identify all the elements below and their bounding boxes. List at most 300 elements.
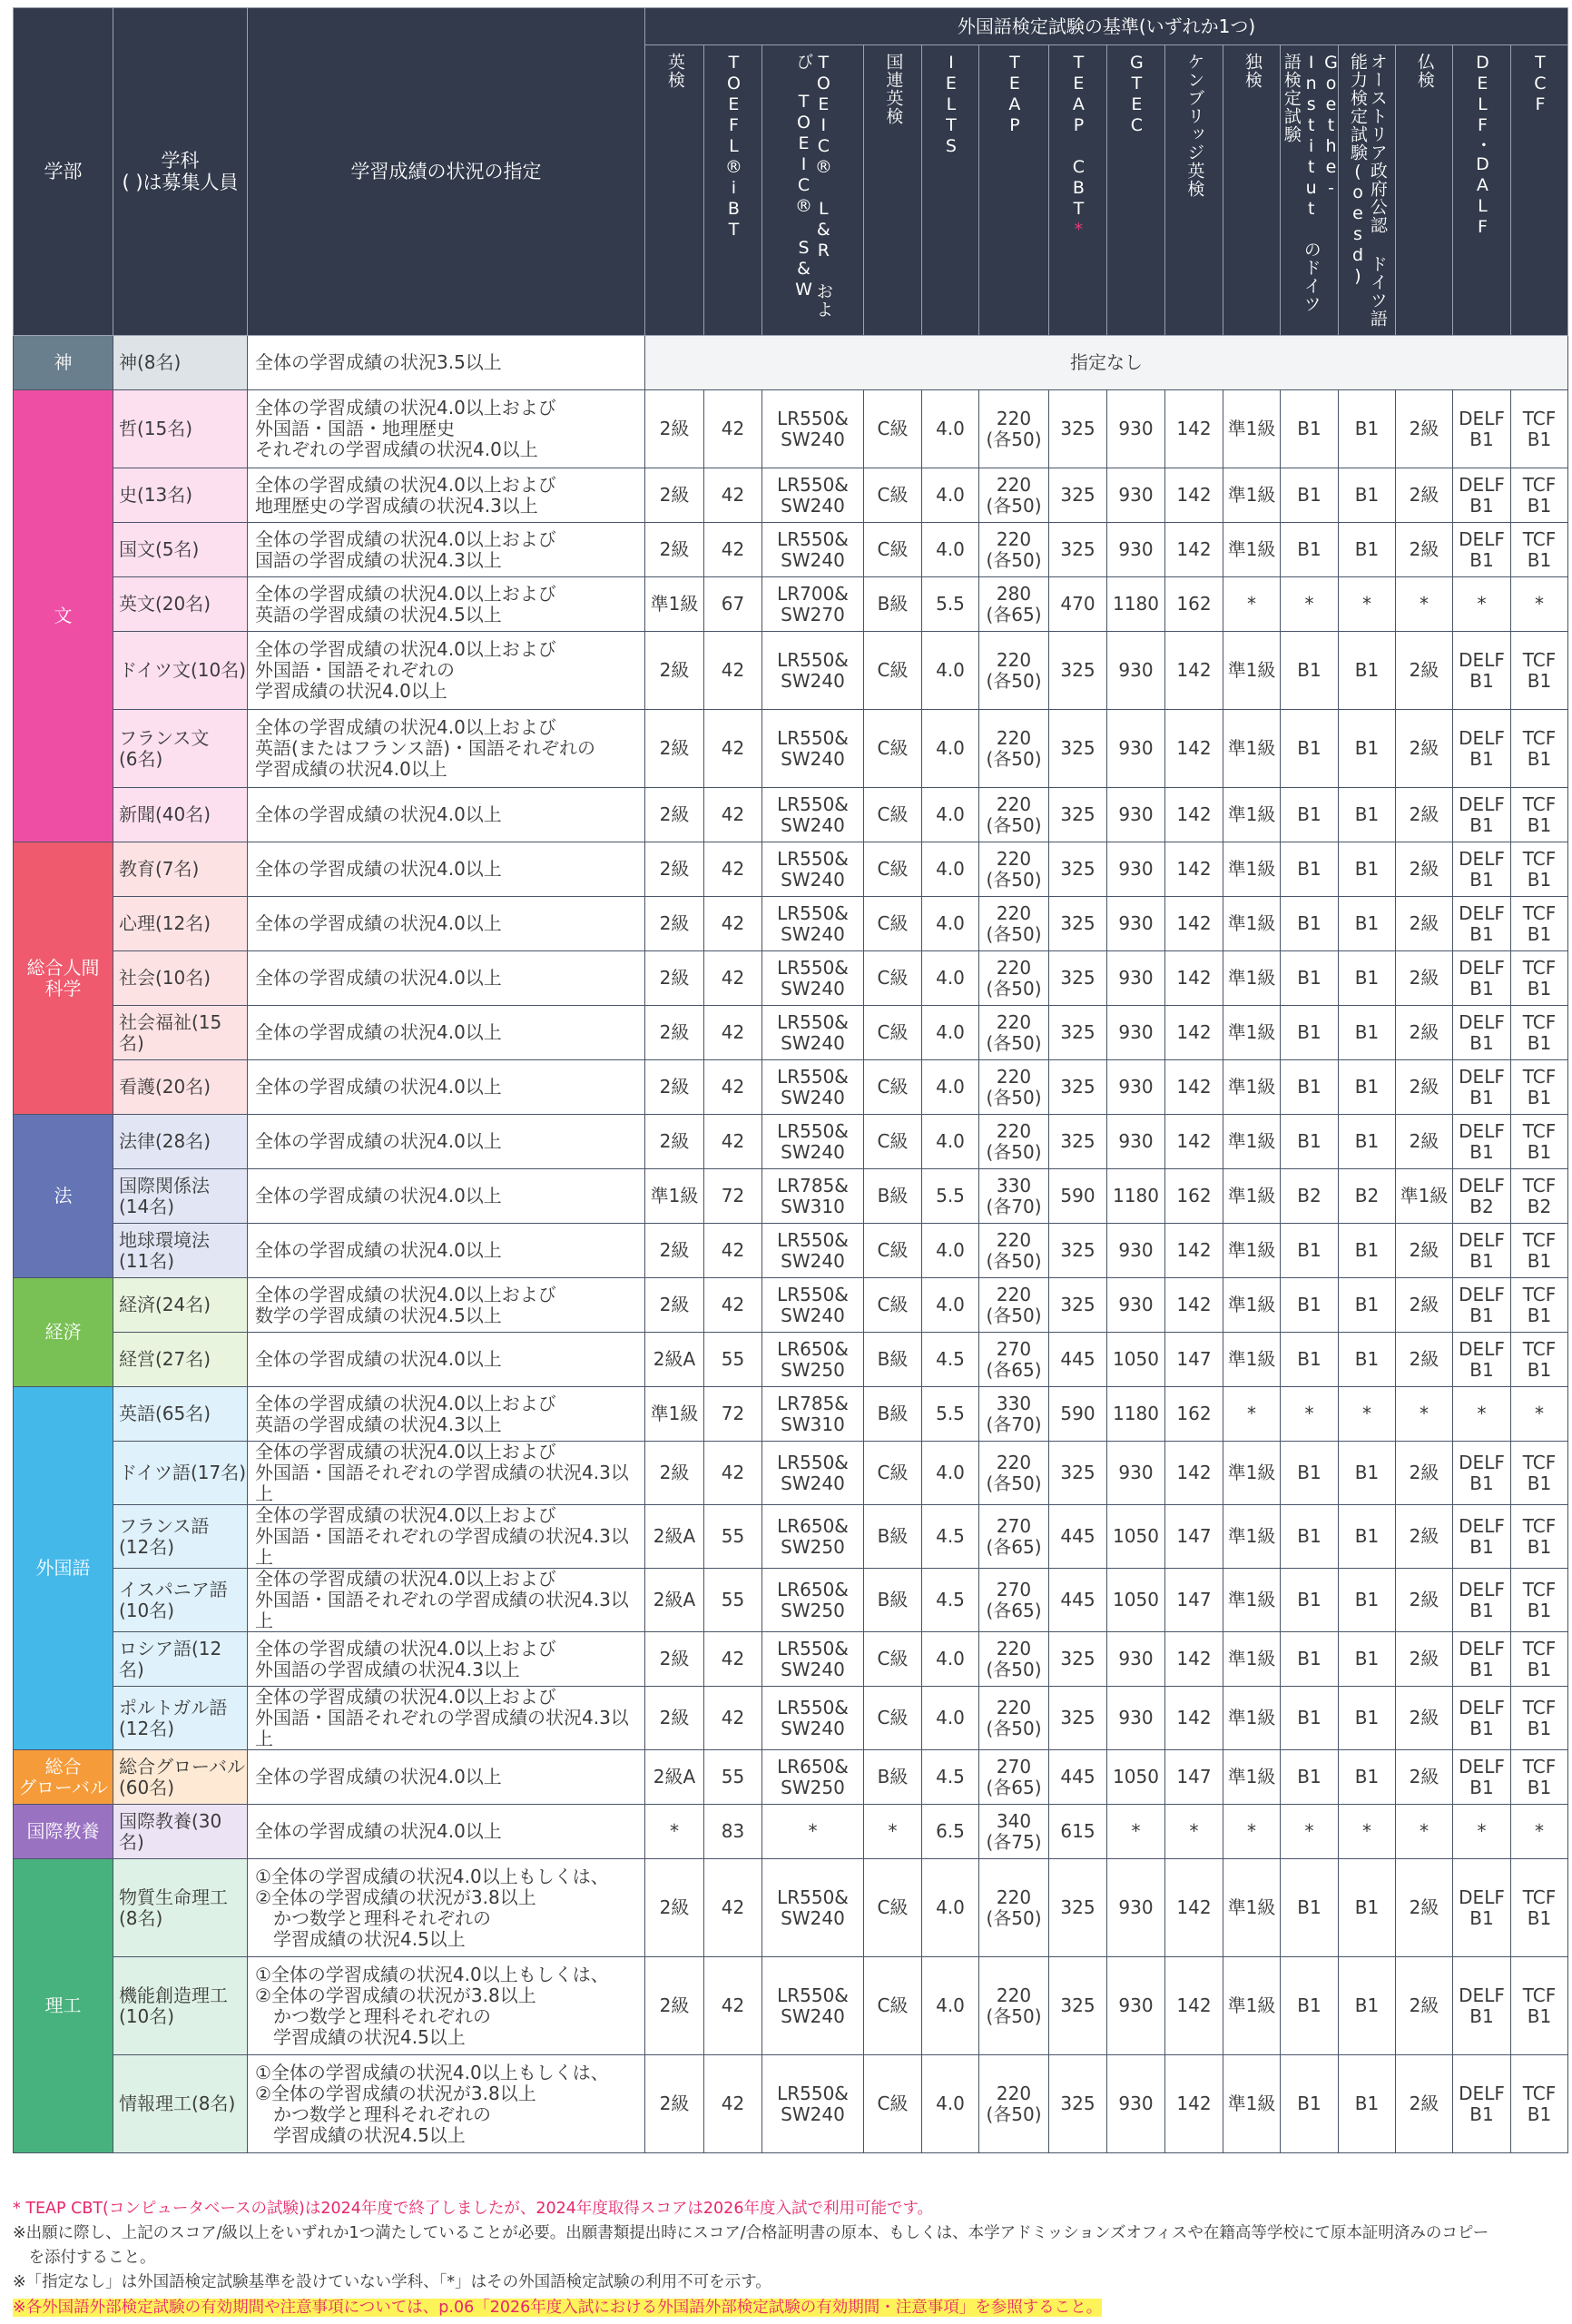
score-cell: * xyxy=(762,1805,864,1859)
score-cell: 325 xyxy=(1049,1957,1107,2055)
score-cell: 142 xyxy=(1165,1006,1223,1060)
score-cell: 4.0 xyxy=(922,1006,979,1060)
score-cell: LR550& SW240 xyxy=(762,1278,864,1333)
score-cell: DELF B1 xyxy=(1453,390,1511,468)
score-cell: * xyxy=(1339,1805,1396,1859)
dept-cell: ロシア語(12名) xyxy=(113,1632,248,1687)
score-cell: 準1級 xyxy=(1223,468,1281,523)
score-cell: TCF B1 xyxy=(1511,1859,1568,1957)
score-cell: 930 xyxy=(1107,1957,1165,2055)
score-cell: 42 xyxy=(704,897,762,951)
score-cell: 1180 xyxy=(1107,577,1165,632)
score-cell: 142 xyxy=(1165,1632,1223,1687)
score-cell: 4.0 xyxy=(922,1859,979,1957)
score-cell: B級 xyxy=(864,577,922,632)
score-cell: 147 xyxy=(1165,1750,1223,1805)
condition-cell: 全体の学習成績の状況4.0以上 xyxy=(248,897,645,951)
score-cell: TCF B1 xyxy=(1511,788,1568,842)
dept-cell: 総合グローバル (60名) xyxy=(113,1750,248,1805)
score-cell: 2級 xyxy=(1396,788,1453,842)
header-exam-label: GTEC xyxy=(1126,53,1147,136)
score-cell: LR650& SW250 xyxy=(762,1750,864,1805)
table-row xyxy=(14,1115,1568,1169)
score-cell: B1 xyxy=(1281,1006,1339,1060)
score-cell: 42 xyxy=(704,788,762,842)
note-application: ※出願に際し、上記のスコア/級以上をいずれか1つ満たしていることが必要。出願書類提出時にスコア/合格証明書の原本、もしくは、本学アドミッションズオフィスや在籍高等学校にて原本証明済みのコピー xyxy=(13,2224,1489,2243)
score-cell: 4.0 xyxy=(922,390,979,468)
score-cell: 準1級 xyxy=(1223,1687,1281,1750)
score-cell: 142 xyxy=(1165,1859,1223,1957)
table-row xyxy=(14,897,1568,951)
score-cell: 準1級 xyxy=(645,1387,704,1442)
score-cell: 4.0 xyxy=(922,1060,979,1115)
score-cell: * xyxy=(1396,577,1453,632)
score-cell: 準1級 xyxy=(1396,1169,1453,1224)
score-cell: 4.0 xyxy=(922,897,979,951)
score-cell: C級 xyxy=(864,632,922,710)
score-cell: B1 xyxy=(1339,1442,1396,1505)
score-cell: DELF B1 xyxy=(1453,1115,1511,1169)
dept-cell: 機能創造理工 (10名) xyxy=(113,1957,248,2055)
score-cell: 4.0 xyxy=(922,1957,979,2055)
score-cell: 930 xyxy=(1107,788,1165,842)
score-cell: 325 xyxy=(1049,523,1107,577)
score-cell: 220 (各50) xyxy=(979,1442,1049,1505)
header-exam-0 xyxy=(645,45,704,336)
score-cell: 142 xyxy=(1165,523,1223,577)
score-cell: 4.0 xyxy=(922,951,979,1006)
score-cell: B1 xyxy=(1281,710,1339,788)
score-cell: 142 xyxy=(1165,1060,1223,1115)
score-cell: 445 xyxy=(1049,1333,1107,1387)
faculty-cell: 神 xyxy=(14,336,113,390)
header-exam-13 xyxy=(1453,45,1511,336)
score-cell: B1 xyxy=(1339,2055,1396,2153)
score-cell: 2級 xyxy=(1396,710,1453,788)
table-row xyxy=(14,1632,1568,1687)
score-cell: 準1級 xyxy=(1223,1632,1281,1687)
score-cell: * xyxy=(1511,577,1568,632)
score-cell: 2級 xyxy=(1396,951,1453,1006)
score-cell: 2級 xyxy=(645,951,704,1006)
score-cell: 325 xyxy=(1049,1115,1107,1169)
score-cell: 42 xyxy=(704,951,762,1006)
score-cell: C級 xyxy=(864,1115,922,1169)
score-cell: 325 xyxy=(1049,1060,1107,1115)
header-exam-8 xyxy=(1165,45,1223,336)
score-cell: * xyxy=(1511,1387,1568,1442)
score-cell: * xyxy=(645,1805,704,1859)
score-cell: DELF B1 xyxy=(1453,1006,1511,1060)
score-cell: C級 xyxy=(864,1006,922,1060)
header-exam-label: TCF xyxy=(1529,53,1550,115)
score-cell: 2級 xyxy=(1396,897,1453,951)
score-cell: B2 xyxy=(1281,1169,1339,1224)
score-cell: TCF B1 xyxy=(1511,2055,1568,2153)
score-cell: B級 xyxy=(864,1333,922,1387)
header-exam-7 xyxy=(1107,45,1165,336)
score-cell: B1 xyxy=(1339,1750,1396,1805)
score-cell: B1 xyxy=(1281,1333,1339,1387)
score-cell: 445 xyxy=(1049,1750,1107,1805)
score-cell: 42 xyxy=(704,842,762,897)
score-cell: * xyxy=(1281,1805,1339,1859)
score-cell: 220 (各50) xyxy=(979,390,1049,468)
score-cell: TCF B1 xyxy=(1511,1569,1568,1632)
score-cell: 325 xyxy=(1049,710,1107,788)
score-cell: C級 xyxy=(864,1957,922,2055)
table-row xyxy=(14,842,1568,897)
score-cell: B1 xyxy=(1281,632,1339,710)
score-cell: LR550& SW240 xyxy=(762,1632,864,1687)
score-cell: 270 (各65) xyxy=(979,1505,1049,1569)
table-row xyxy=(14,1169,1568,1224)
score-cell: 準1級 xyxy=(1223,1169,1281,1224)
score-cell: 2級 xyxy=(645,1442,704,1505)
score-cell: 325 xyxy=(1049,842,1107,897)
score-cell: * xyxy=(1223,577,1281,632)
score-cell: DELF B1 xyxy=(1453,1333,1511,1387)
score-cell: B1 xyxy=(1339,1224,1396,1278)
score-cell: 2級 xyxy=(645,1687,704,1750)
score-cell: 42 xyxy=(704,1060,762,1115)
score-cell: DELF B2 xyxy=(1453,1169,1511,1224)
score-cell: 2級 xyxy=(645,1278,704,1333)
score-cell: 72 xyxy=(704,1387,762,1442)
score-cell: 67 xyxy=(704,577,762,632)
condition-cell: ①全体の学習成績の状況4.0以上もしくは、 ②全体の学習成績の状況が3.8以上 かつ数学と理科それぞれの 学習成績の状況4.5以上 xyxy=(248,2055,645,2153)
score-cell: B1 xyxy=(1281,1750,1339,1805)
score-cell: 2級 xyxy=(1396,1569,1453,1632)
condition-cell: 全体の学習成績の状況4.0以上および 数学の学習成績の状況4.5以上 xyxy=(248,1278,645,1333)
score-cell: 930 xyxy=(1107,1632,1165,1687)
score-cell: LR700& SW270 xyxy=(762,577,864,632)
score-cell: LR785& SW310 xyxy=(762,1169,864,1224)
score-cell: 930 xyxy=(1107,842,1165,897)
condition-cell: 全体の学習成績の状況4.0以上 xyxy=(248,1115,645,1169)
score-cell: DELF B1 xyxy=(1453,788,1511,842)
header-exam-label: DELF・DALF xyxy=(1472,53,1493,238)
score-cell: LR650& SW250 xyxy=(762,1333,864,1387)
no-requirement-cell: 指定なし xyxy=(645,336,1568,390)
header-exam-label: 国連英検 xyxy=(883,53,904,125)
score-cell: 142 xyxy=(1165,632,1223,710)
score-cell: DELF B1 xyxy=(1453,1060,1511,1115)
score-cell: * xyxy=(1281,577,1339,632)
header-exam-12 xyxy=(1396,45,1453,336)
table-row xyxy=(14,468,1568,523)
score-cell: 445 xyxy=(1049,1569,1107,1632)
score-cell: 準1級 xyxy=(1223,710,1281,788)
note-validity xyxy=(13,2296,1561,2320)
score-cell: 325 xyxy=(1049,1224,1107,1278)
score-cell: DELF B1 xyxy=(1453,1687,1511,1750)
score-cell: 2級 xyxy=(1396,1224,1453,1278)
score-cell: 1180 xyxy=(1107,1169,1165,1224)
score-cell: 142 xyxy=(1165,951,1223,1006)
dept-cell: 国際関係法 (14名) xyxy=(113,1169,248,1224)
score-cell: 42 xyxy=(704,1115,762,1169)
score-cell: 42 xyxy=(704,1632,762,1687)
score-cell: * xyxy=(1281,1387,1339,1442)
score-cell: 930 xyxy=(1107,2055,1165,2153)
score-cell: C級 xyxy=(864,1224,922,1278)
score-cell: 470 xyxy=(1049,577,1107,632)
score-cell: * xyxy=(1223,1805,1281,1859)
score-cell: 325 xyxy=(1049,1687,1107,1750)
score-cell: LR550& SW240 xyxy=(762,523,864,577)
score-cell: 162 xyxy=(1165,1169,1223,1224)
faculty-cell: 経済 xyxy=(14,1278,113,1387)
score-cell: B1 xyxy=(1281,1505,1339,1569)
score-cell: DELF B1 xyxy=(1453,523,1511,577)
score-cell: 5.5 xyxy=(922,1387,979,1442)
score-cell: TCF B1 xyxy=(1511,1006,1568,1060)
score-cell: 270 (各65) xyxy=(979,1750,1049,1805)
score-cell: 325 xyxy=(1049,1442,1107,1505)
table-row xyxy=(14,577,1568,632)
score-cell: DELF B1 xyxy=(1453,951,1511,1006)
score-cell: * xyxy=(1453,577,1511,632)
score-cell: 220 (各50) xyxy=(979,897,1049,951)
score-cell: B1 xyxy=(1339,897,1396,951)
score-cell: 準1級 xyxy=(1223,1224,1281,1278)
score-cell: B1 xyxy=(1281,951,1339,1006)
condition-cell: 全体の学習成績の状況4.0以上および 英語(またはフランス語)・国語それぞれの 学習成績の状況4.0以上 xyxy=(248,710,645,788)
score-cell: B1 xyxy=(1281,1224,1339,1278)
score-cell: 615 xyxy=(1049,1805,1107,1859)
score-cell: 2級A xyxy=(645,1750,704,1805)
dept-cell: 地球環境法 (11名) xyxy=(113,1224,248,1278)
score-cell: B1 xyxy=(1339,1632,1396,1687)
score-cell: B1 xyxy=(1339,1278,1396,1333)
score-cell: * xyxy=(1223,1387,1281,1442)
condition-cell: ①全体の学習成績の状況4.0以上もしくは、 ②全体の学習成績の状況が3.8以上 かつ数学と理科それぞれの 学習成績の状況4.5以上 xyxy=(248,1957,645,2055)
header-exam-9 xyxy=(1223,45,1281,336)
score-cell: 42 xyxy=(704,1442,762,1505)
score-cell: 5.5 xyxy=(922,577,979,632)
score-cell: B1 xyxy=(1281,2055,1339,2153)
score-cell: 930 xyxy=(1107,390,1165,468)
score-cell: 42 xyxy=(704,1687,762,1750)
header-dept: 学科 ( )は募集人員 xyxy=(113,8,248,336)
score-cell: 270 (各65) xyxy=(979,1333,1049,1387)
faculty-cell: 総合 グローバル xyxy=(14,1750,113,1805)
condition-cell: ①全体の学習成績の状況4.0以上もしくは、 ②全体の学習成績の状況が3.8以上 かつ数学と理科それぞれの 学習成績の状況4.5以上 xyxy=(248,1859,645,1957)
score-cell: 4.0 xyxy=(922,523,979,577)
score-cell: B1 xyxy=(1281,788,1339,842)
score-cell: DELF B1 xyxy=(1453,842,1511,897)
score-cell: 930 xyxy=(1107,1115,1165,1169)
score-cell: 2級 xyxy=(1396,1442,1453,1505)
condition-cell: 全体の学習成績の状況4.0以上 xyxy=(248,1006,645,1060)
score-cell: 55 xyxy=(704,1569,762,1632)
score-cell: 1050 xyxy=(1107,1505,1165,1569)
score-cell: 準1級 xyxy=(1223,1569,1281,1632)
dept-cell: 物質生命理工 (8名) xyxy=(113,1859,248,1957)
faculty-cell: 理工 xyxy=(14,1859,113,2153)
condition-cell: 全体の学習成績の状況4.0以上 xyxy=(248,1333,645,1387)
dept-cell: 哲(15名) xyxy=(113,390,248,468)
score-cell: 83 xyxy=(704,1805,762,1859)
score-cell: C級 xyxy=(864,788,922,842)
score-cell: DELF B1 xyxy=(1453,1632,1511,1687)
score-cell: B1 xyxy=(1281,897,1339,951)
score-cell: 2級 xyxy=(1396,1278,1453,1333)
condition-cell: 全体の学習成績の状況4.0以上および 外国語・国語それぞれの学習成績の状況4.3以上 xyxy=(248,1569,645,1632)
score-cell: 2級 xyxy=(1396,1333,1453,1387)
table-row xyxy=(14,1687,1568,1750)
condition-cell: 全体の学習成績の状況4.0以上および 外国語の学習成績の状況4.3以上 xyxy=(248,1632,645,1687)
score-cell: B1 xyxy=(1339,1060,1396,1115)
score-cell: LR550& SW240 xyxy=(762,1115,864,1169)
score-cell: B1 xyxy=(1281,1859,1339,1957)
score-cell: 2級 xyxy=(645,1957,704,2055)
score-cell: LR550& SW240 xyxy=(762,710,864,788)
score-cell: 220 (各50) xyxy=(979,1115,1049,1169)
score-cell: 930 xyxy=(1107,710,1165,788)
score-cell: 930 xyxy=(1107,1278,1165,1333)
score-cell: 2級 xyxy=(645,1224,704,1278)
score-cell: DELF B1 xyxy=(1453,1859,1511,1957)
score-cell: 準1級 xyxy=(1223,523,1281,577)
score-cell: 55 xyxy=(704,1750,762,1805)
dept-cell: ポルトガル語 (12名) xyxy=(113,1687,248,1750)
condition-cell: 全体の学習成績の状況4.0以上 xyxy=(248,1805,645,1859)
score-cell: 270 (各65) xyxy=(979,1569,1049,1632)
score-cell: * xyxy=(1511,1805,1568,1859)
score-cell: 220 (各50) xyxy=(979,1060,1049,1115)
dept-cell: フランス語 (12名) xyxy=(113,1505,248,1569)
dept-cell: 経営(27名) xyxy=(113,1333,248,1387)
score-cell: LR550& SW240 xyxy=(762,1224,864,1278)
header-exam-10 xyxy=(1281,45,1339,336)
score-cell: 2級 xyxy=(645,842,704,897)
score-cell: 445 xyxy=(1049,1505,1107,1569)
score-cell: 42 xyxy=(704,390,762,468)
score-cell: TCF B1 xyxy=(1511,1505,1568,1569)
table-row xyxy=(14,632,1568,710)
score-cell: 325 xyxy=(1049,632,1107,710)
header-exam-label: TEAP xyxy=(1004,53,1025,136)
score-cell: 220 (各50) xyxy=(979,710,1049,788)
score-cell: B1 xyxy=(1281,1060,1339,1115)
header-exam-label: TEAP CBT* xyxy=(1068,53,1089,241)
score-cell: B1 xyxy=(1339,1115,1396,1169)
score-cell: 4.0 xyxy=(922,1442,979,1505)
score-cell: TCF B1 xyxy=(1511,1115,1568,1169)
score-cell: LR550& SW240 xyxy=(762,788,864,842)
table-row xyxy=(14,788,1568,842)
score-cell: 930 xyxy=(1107,1060,1165,1115)
condition-cell: 全体の学習成績の状況4.0以上 xyxy=(248,1224,645,1278)
dept-cell: ドイツ文(10名) xyxy=(113,632,248,710)
score-cell: 2級 xyxy=(645,897,704,951)
score-cell: 1050 xyxy=(1107,1569,1165,1632)
score-cell: 準1級 xyxy=(1223,1278,1281,1333)
score-cell: TCF B1 xyxy=(1511,1632,1568,1687)
dept-cell: 心理(12名) xyxy=(113,897,248,951)
score-cell: 142 xyxy=(1165,1224,1223,1278)
score-cell: 930 xyxy=(1107,632,1165,710)
score-cell: 325 xyxy=(1049,1006,1107,1060)
score-cell: 2級 xyxy=(645,788,704,842)
table-row xyxy=(14,1859,1568,1957)
footnotes xyxy=(13,2197,1561,2320)
condition-cell: 全体の学習成績の状況4.0以上および 外国語・国語それぞれの学習成績の状況4.3以上 xyxy=(248,1505,645,1569)
score-cell: DELF B1 xyxy=(1453,1224,1511,1278)
score-cell: DELF B1 xyxy=(1453,2055,1511,2153)
header-exam-label: IELTS xyxy=(940,53,961,157)
score-cell: 2級 xyxy=(645,1060,704,1115)
dept-cell: 法律(28名) xyxy=(113,1115,248,1169)
score-cell: * xyxy=(1453,1805,1511,1859)
score-cell: 1180 xyxy=(1107,1387,1165,1442)
score-cell: C級 xyxy=(864,390,922,468)
score-cell: 930 xyxy=(1107,468,1165,523)
score-cell: 2級 xyxy=(1396,1687,1453,1750)
score-cell: 2級 xyxy=(1396,1505,1453,1569)
score-cell: 2級 xyxy=(645,468,704,523)
score-cell: 42 xyxy=(704,710,762,788)
score-cell: B1 xyxy=(1339,842,1396,897)
score-cell: 220 (各50) xyxy=(979,1006,1049,1060)
dept-cell: 国文(5名) xyxy=(113,523,248,577)
condition-cell: 全体の学習成績の状況4.0以上 xyxy=(248,842,645,897)
score-cell: TCF B1 xyxy=(1511,710,1568,788)
score-cell: DELF B1 xyxy=(1453,1505,1511,1569)
header-exam-2 xyxy=(762,45,864,336)
score-cell: 2級 xyxy=(1396,1115,1453,1169)
table-row xyxy=(14,1957,1568,2055)
score-cell: 220 (各50) xyxy=(979,2055,1049,2153)
header-exam-6 xyxy=(1049,45,1107,336)
score-cell: 42 xyxy=(704,523,762,577)
score-cell: LR550& SW240 xyxy=(762,842,864,897)
dept-cell: 英語(65名) xyxy=(113,1387,248,1442)
table-row xyxy=(14,1278,1568,1333)
score-cell: DELF B1 xyxy=(1453,1957,1511,2055)
score-cell: 2級 xyxy=(1396,1060,1453,1115)
score-cell: 準1級 xyxy=(645,1169,704,1224)
score-cell: TCF B1 xyxy=(1511,1060,1568,1115)
condition-cell: 全体の学習成績の状況4.0以上および 地理歴史の学習成績の状況4.3以上 xyxy=(248,468,645,523)
score-cell: 930 xyxy=(1107,951,1165,1006)
score-cell: 準1級 xyxy=(1223,897,1281,951)
score-cell: 142 xyxy=(1165,1115,1223,1169)
score-cell: C級 xyxy=(864,1060,922,1115)
dept-cell: 社会福祉(15名) xyxy=(113,1006,248,1060)
score-cell: DELF B1 xyxy=(1453,1278,1511,1333)
score-cell: 220 (各50) xyxy=(979,523,1049,577)
score-cell: B1 xyxy=(1281,1569,1339,1632)
table-row xyxy=(14,1224,1568,1278)
table-row xyxy=(14,2055,1568,2153)
score-cell: * xyxy=(1107,1805,1165,1859)
score-cell: 930 xyxy=(1107,897,1165,951)
score-cell: B1 xyxy=(1339,1006,1396,1060)
score-cell: 325 xyxy=(1049,788,1107,842)
score-cell: 325 xyxy=(1049,468,1107,523)
score-cell: DELF B1 xyxy=(1453,897,1511,951)
dept-cell: 英文(20名) xyxy=(113,577,248,632)
score-cell: TCF B1 xyxy=(1511,1750,1568,1805)
score-cell: 2級 xyxy=(645,1632,704,1687)
score-cell: C級 xyxy=(864,951,922,1006)
dept-cell: 看護(20名) xyxy=(113,1060,248,1115)
score-cell: * xyxy=(864,1805,922,1859)
score-cell: 142 xyxy=(1165,897,1223,951)
